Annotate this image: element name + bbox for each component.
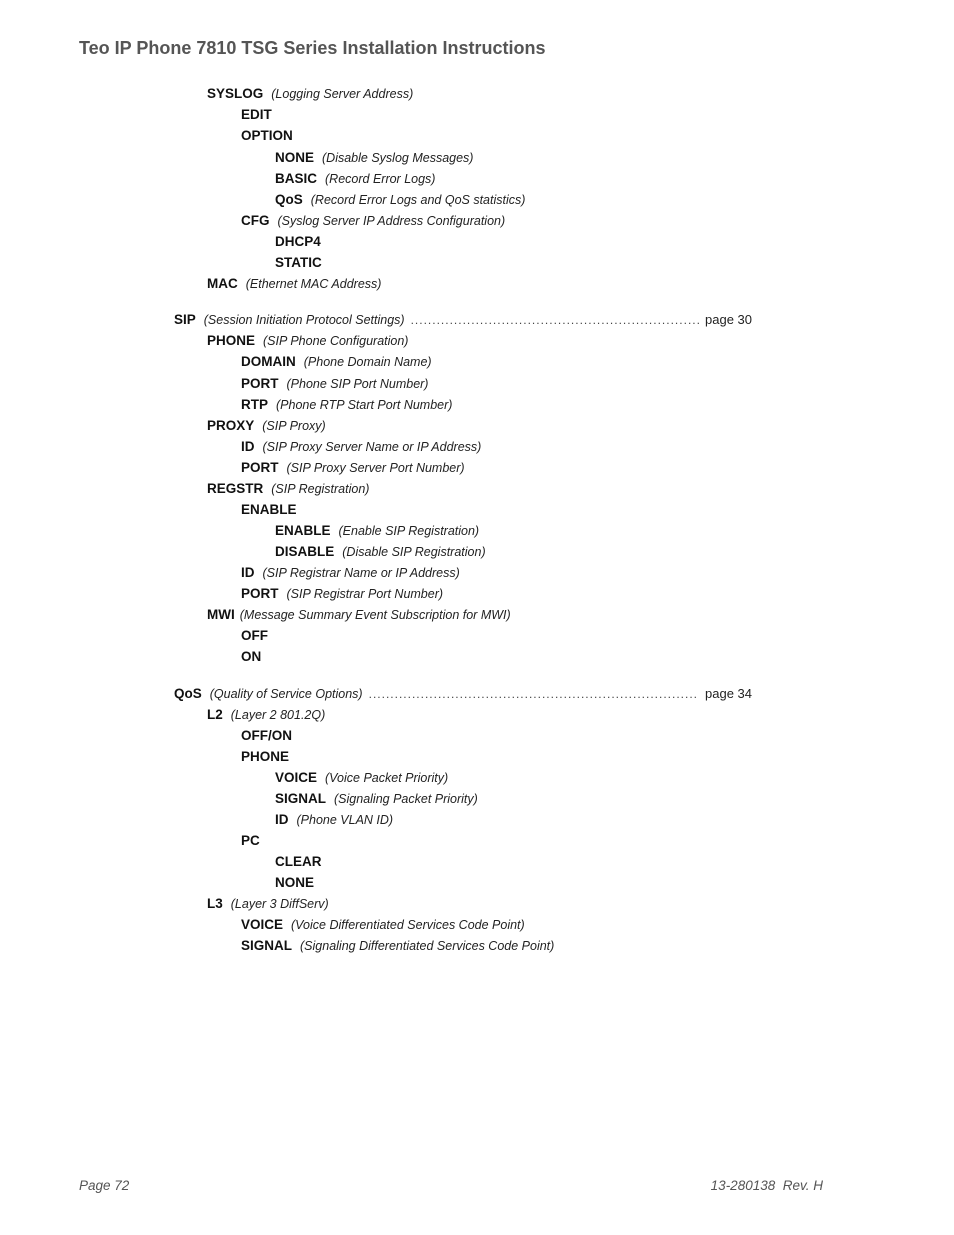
qos-l3-voice-entry xyxy=(241,915,525,935)
qos-l3-signal-label: SIGNAL xyxy=(241,938,293,953)
syslog-basic-label: BASIC xyxy=(275,171,318,186)
qos-none-entry xyxy=(275,873,314,893)
sip-port-label: PORT xyxy=(241,376,279,391)
sip-port-description: (Phone SIP Port Number) xyxy=(286,377,429,391)
sip-disable-entry xyxy=(275,542,486,562)
sip-phone-description: (SIP Phone Configuration) xyxy=(263,334,409,348)
sip-proxy-id-entry xyxy=(241,437,481,457)
sip-proxy-port-entry xyxy=(241,458,465,478)
syslog-dhcp4-label: DHCP4 xyxy=(275,234,321,249)
qos-phone-entry xyxy=(241,747,289,767)
sip-rtp-description: (Phone RTP Start Port Number) xyxy=(276,398,453,412)
sip-enable-entry xyxy=(275,521,479,541)
mac-label: MAC xyxy=(207,276,238,291)
qos-id-entry xyxy=(275,810,393,830)
syslog-static-entry xyxy=(275,253,322,273)
syslog-cfg-description: (Syslog Server IP Address Configuration) xyxy=(277,214,506,228)
syslog-cfg-label: CFG xyxy=(241,213,270,228)
sip-proxy-label: PROXY xyxy=(207,418,255,433)
sip-domain-description: (Phone Domain Name) xyxy=(303,355,432,369)
syslog-description: (Logging Server Address) xyxy=(271,87,414,101)
syslog-dhcp4-entry xyxy=(275,232,321,252)
qos-id-description: (Phone VLAN ID) xyxy=(296,813,394,827)
sip-regstr-label: REGSTR xyxy=(207,481,264,496)
sip-reg-id-description: (SIP Registrar Name or IP Address) xyxy=(262,566,460,580)
qos-clear-label: CLEAR xyxy=(275,854,322,869)
qos-pc-entry xyxy=(241,831,260,851)
sip-mwi-off-entry xyxy=(241,626,268,646)
sip-rtp-label: RTP xyxy=(241,397,268,412)
sip-reg-id-label: ID xyxy=(241,565,255,580)
sip-reg-port-label: PORT xyxy=(241,586,279,601)
qos-pc-label: PC xyxy=(241,833,260,848)
syslog-basic-entry xyxy=(275,169,435,189)
sip-proxy-port-label: PORT xyxy=(241,460,279,475)
qos-offon-label: OFF/ON xyxy=(241,728,292,743)
mac-entry xyxy=(207,274,381,294)
syslog-entry xyxy=(207,84,413,104)
sip-disable-label: DISABLE xyxy=(275,544,335,559)
qos-l3-signal-description: (Signaling Differentiated Services Code Point) xyxy=(300,939,555,953)
sip-proxy-description: (SIP Proxy) xyxy=(262,419,326,433)
syslog-none-label: NONE xyxy=(275,150,315,165)
syslog-qos-description: (Record Error Logs and QoS statistics) xyxy=(310,193,526,207)
qos-label: QoS xyxy=(174,686,202,701)
sip-proxy-id-description: (SIP Proxy Server Name or IP Address) xyxy=(262,440,482,454)
sip-enable-group-label: ENABLE xyxy=(241,502,297,517)
syslog-edit-entry xyxy=(241,105,272,125)
sip-proxy-id-label: ID xyxy=(241,439,255,454)
qos-offon-entry xyxy=(241,726,292,746)
qos-l2-description: (Layer 2 801.2Q) xyxy=(230,708,326,722)
qos-signal-entry xyxy=(275,789,478,809)
qos-toc-entry xyxy=(174,684,752,704)
sip-mwi-on-label: ON xyxy=(241,649,262,664)
qos-none-label: NONE xyxy=(275,875,315,890)
sip-regstr-description: (SIP Registration) xyxy=(271,482,370,496)
qos-l2-label: L2 xyxy=(207,707,223,722)
syslog-qos-label: QoS xyxy=(275,192,303,207)
syslog-edit-label: EDIT xyxy=(241,107,272,122)
sip-label: SIP xyxy=(174,312,196,327)
sip-reg-port-entry xyxy=(241,584,443,604)
page-title: Teo IP Phone 7810 TSG Series Installation Instructions xyxy=(79,38,546,58)
syslog-option-label: OPTION xyxy=(241,128,293,143)
sip-disable-description: (Disable SIP Registration) xyxy=(342,545,486,559)
sip-mwi-label: MWI xyxy=(207,607,235,622)
qos-id-label: ID xyxy=(275,812,289,827)
qos-voice-entry xyxy=(275,768,448,788)
mac-description: (Ethernet MAC Address) xyxy=(245,277,382,291)
qos-voice-label: VOICE xyxy=(275,770,318,785)
sip-phone-entry xyxy=(207,331,408,351)
sip-enable-description: (Enable SIP Registration) xyxy=(338,524,480,538)
sip-enable-group-entry xyxy=(241,500,297,520)
qos-l3-entry xyxy=(207,894,329,914)
qos-signal-label: SIGNAL xyxy=(275,791,327,806)
sip-mwi-description: (Message Summary Event Subscription for MWI) xyxy=(239,608,511,622)
qos-l3-signal-entry xyxy=(241,936,554,956)
qos-page-ref: page 34 xyxy=(705,686,752,701)
sip-enable-label: ENABLE xyxy=(275,523,331,538)
sip-description: (Session Initiation Protocol Settings) xyxy=(203,313,405,327)
sip-proxy-port-description: (SIP Proxy Server Port Number) xyxy=(286,461,465,475)
syslog-none-entry xyxy=(275,148,473,168)
syslog-basic-description: (Record Error Logs) xyxy=(325,172,436,186)
syslog-option-entry xyxy=(241,126,293,146)
qos-signal-description: (Signaling Packet Priority) xyxy=(334,792,478,806)
sip-proxy-entry xyxy=(207,416,326,436)
qos-l3-label: L3 xyxy=(207,896,223,911)
qos-voice-description: (Voice Packet Priority) xyxy=(325,771,449,785)
dot-leader xyxy=(369,684,699,704)
syslog-cfg-entry xyxy=(241,211,505,231)
sip-reg-id-entry xyxy=(241,563,460,583)
sip-toc-entry xyxy=(174,310,752,330)
qos-clear-entry xyxy=(275,852,322,872)
sip-regstr-entry xyxy=(207,479,369,499)
syslog-static-label: STATIC xyxy=(275,255,322,270)
sip-mwi-on-entry xyxy=(241,647,261,667)
sip-mwi-off-label: OFF xyxy=(241,628,268,643)
syslog-none-description: (Disable Syslog Messages) xyxy=(322,151,474,165)
sip-reg-port-description: (SIP Registrar Port Number) xyxy=(286,587,444,601)
footer-page-number: Page 72 xyxy=(79,1178,130,1193)
sip-mwi-entry xyxy=(207,605,511,625)
qos-l3-description: (Layer 3 DiffServ) xyxy=(230,897,329,911)
sip-page-ref: page 30 xyxy=(705,312,752,327)
dot-leader xyxy=(411,310,699,330)
qos-l2-entry xyxy=(207,705,325,725)
sip-domain-entry xyxy=(241,352,432,372)
sip-rtp-entry xyxy=(241,395,452,415)
qos-description: (Quality of Service Options) xyxy=(209,687,363,701)
qos-l3-voice-label: VOICE xyxy=(241,917,284,932)
qos-phone-label: PHONE xyxy=(241,749,290,764)
sip-domain-label: DOMAIN xyxy=(241,354,296,369)
syslog-label: SYSLOG xyxy=(207,86,264,101)
sip-port-entry xyxy=(241,374,428,394)
qos-l3-voice-description: (Voice Differentiated Services Code Point) xyxy=(291,918,525,932)
footer-doc-number: 13-280138 Rev. H xyxy=(710,1178,823,1193)
syslog-qos-entry xyxy=(275,190,525,210)
sip-phone-label: PHONE xyxy=(207,333,256,348)
